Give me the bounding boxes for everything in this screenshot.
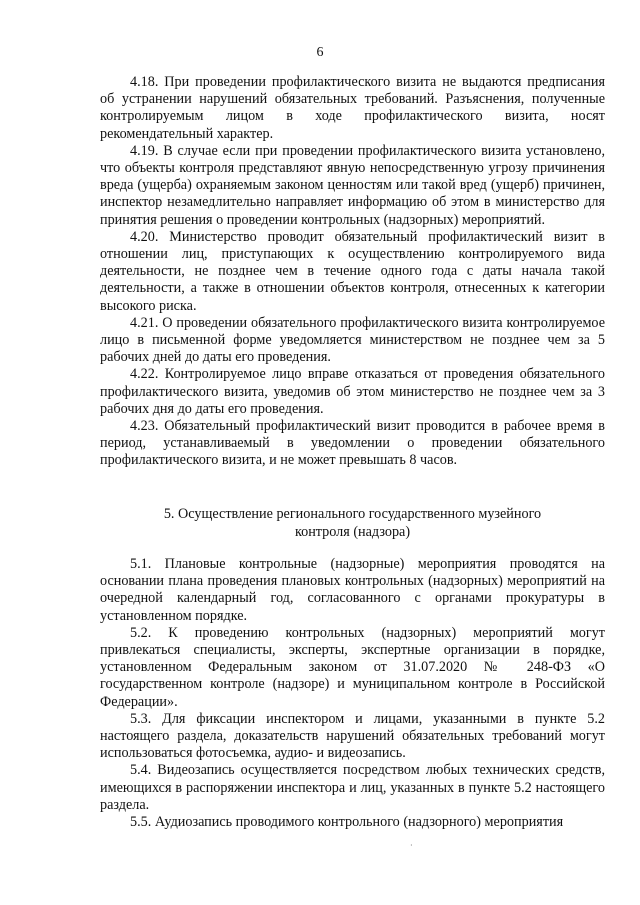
- paragraph-4-22: 4.22. Контролируемое лицо вправе отказаться от проведения обязательного профилактического визита, уведомив об этом министерство не позднее чем за 3 рабочих дня до даты его проведения.: [100, 366, 605, 417]
- section-heading: [100, 505, 605, 541]
- paragraph-5-3: 5.3. Для фиксации инспектором и лицами, указанными в пункте 5.2 настоящего раздела, доказательств нарушений обязательных требований могут использоваться фотосъемка, аудио- и видеозапись.: [100, 710, 605, 762]
- paragraph-5-4: 5.4. Видеозапись осуществляется посредством любых технических средств, имеющихся в распоряжении инспектора и лиц, указанных в пункте 5.2 настоящего раздела.: [100, 762, 605, 813]
- paragraph-5-1: 5.1. Плановые контрольные (надзорные) мероприятия проводятся на основании плана проведения плановых контрольных (надзорных) мероприятий на очередной календарный год, согласованного с органами прокуратуры в установленном порядке.: [100, 556, 605, 624]
- paragraph-4-20: 4.20. Министерство проводит обязательный профилактический визит в отношении лиц, приступающих к осуществлению контролируемого вида деятельности, не позднее чем в течение одного года с даты начала такой деятельности, а также в отношении объектов контроля, отнесенных к категории высокого риска.: [100, 228, 605, 314]
- paragraph-4-19: 4.19. В случае если при проведении профилактического визита установлено, что объекты контроля представляют явную непосредственную угрозу причинения вреда (ущерба) охраняемым законом ценностям или такой вред (ущерб) причинен, инспектор незамедлительно направляет информацию об этом в министерство для принятия решения о проведении контрольных (надзорных) мероприятий.: [100, 142, 605, 228]
- paragraph-5-2: 5.2. К проведению контрольных (надзорных) мероприятий могут привлекаться специалисты, эксперты, экспертные организации в порядке, установленном Федеральным законом от 31.07.2020 № 248-ФЗ «О государственном контроле (надзоре) и муниципальном контроле в Российской Федерации».: [100, 624, 605, 710]
- paragraphs-after-section: [100, 556, 605, 831]
- section-heading-line-1: 5. Осуществление регионального государственного музейного: [163, 506, 542, 522]
- paragraph-5-5: 5.5. Аудиозапись проводимого контрольного (надзорного) мероприятия: [130, 814, 564, 831]
- section-heading-line-2: контроля (надзора): [294, 524, 411, 540]
- paragraph-4-18: 4.18. При проведении профилактического визита не выдаются предписания об устранении нарушений обязательных требований. Разъяснения, полученные контролируемым лицом в ходе профилактического визита, носят рекомендательный характер.: [100, 74, 605, 142]
- paragraph-4-21: 4.21. О проведении обязательного профилактического визита контролируемое лицо в письменной форме уведомляется министерством не позднее чем за 5 рабочих дней до даты его проведения.: [100, 314, 605, 366]
- paragraph-4-23: 4.23. Обязательный профилактический визит проводится в рабочее время в период, устанавливаемый в уведомлении о проведении обязательного профилактического визита, и не может превышать 8 часов.: [100, 418, 605, 469]
- paragraphs-before-section: [100, 74, 605, 470]
- scan-speck: ·: [410, 841, 413, 850]
- page-number: 6: [316, 45, 324, 60]
